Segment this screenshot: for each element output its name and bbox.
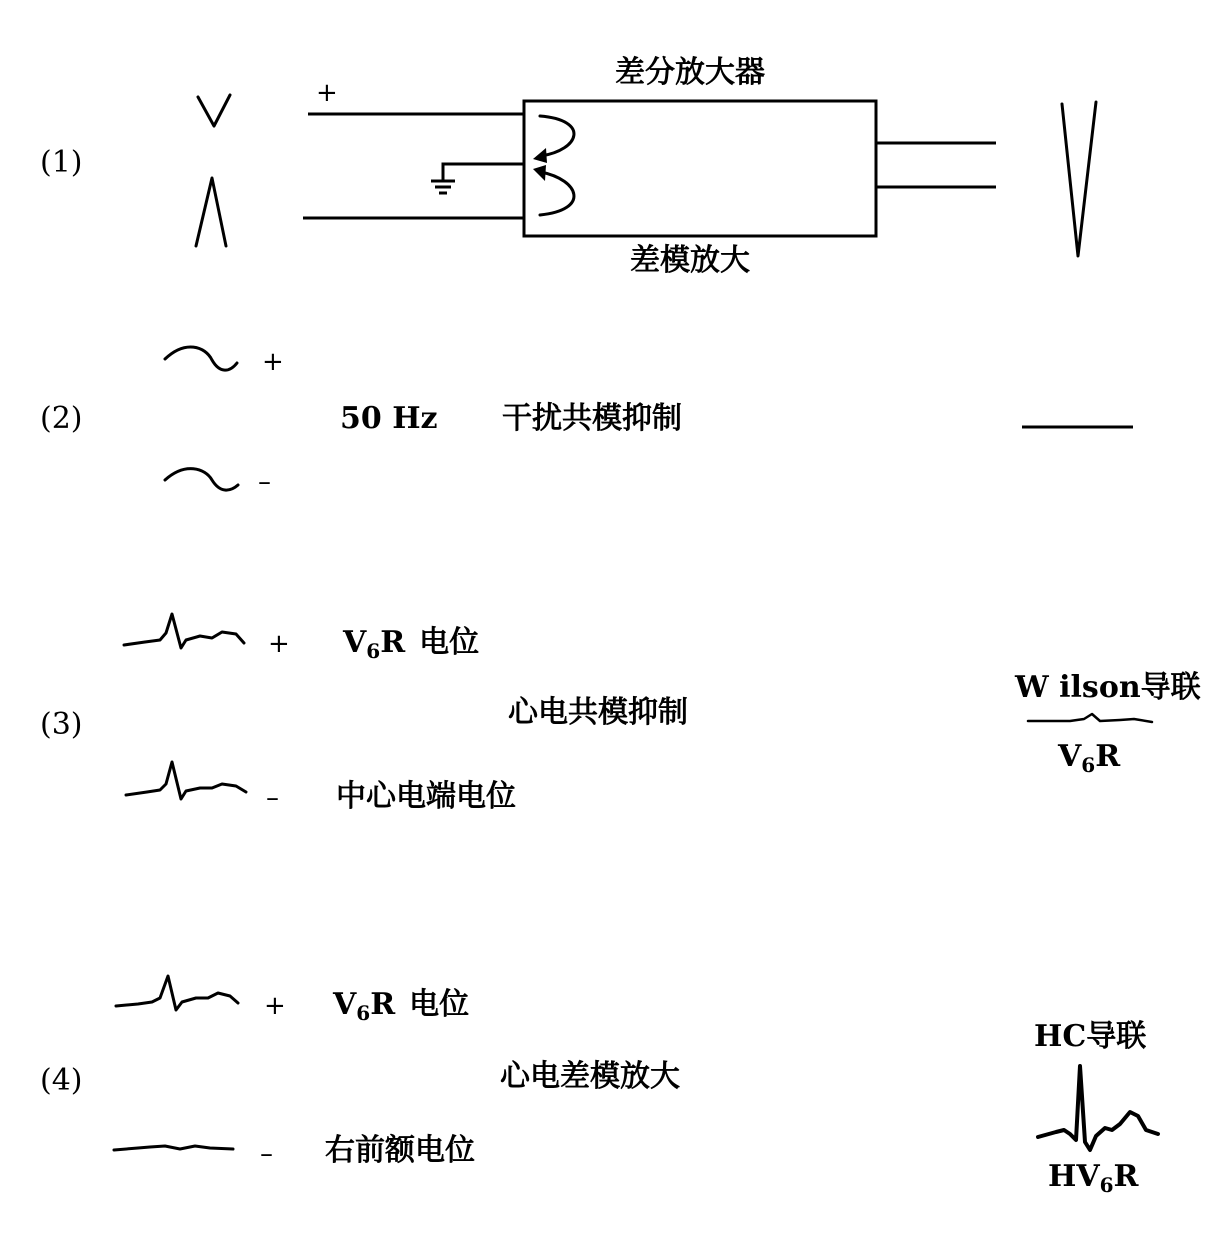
row3-output-waveform xyxy=(1028,714,1152,722)
row3-input-plus-ecg-waveform xyxy=(124,614,244,648)
row4-input-minus-waveform xyxy=(114,1146,233,1150)
row3-input-minus-ecg-waveform xyxy=(126,762,246,799)
row2-number: (2) xyxy=(40,401,83,436)
row4-plus-sign: + xyxy=(264,991,286,1021)
row2-caption: 干扰共模抑制 xyxy=(502,401,682,436)
row3-input-plus-label: $V_6R$ 电位 xyxy=(343,625,480,663)
row1-output-waveform xyxy=(1062,102,1096,256)
row3-plus-sign: + xyxy=(268,629,290,659)
row1-number: (1) xyxy=(40,145,83,180)
row3-caption: 心电共模抑制 xyxy=(508,695,688,730)
internal-arrows-icon xyxy=(533,116,574,215)
amplifier-subtitle: 差模放大 xyxy=(630,243,750,278)
amplifier-box xyxy=(524,101,876,236)
row4-input-plus-ecg-waveform xyxy=(116,976,238,1010)
row4-minus-sign: – xyxy=(260,1139,273,1169)
row3-input-minus-label: 中心电端电位 xyxy=(336,779,516,814)
row4-input-minus-label: 右前额电位 xyxy=(325,1133,475,1168)
row3-output-title: W ilson导联 xyxy=(1015,670,1201,705)
row4-number: (4) xyxy=(40,1063,83,1098)
row1-input-plus-waveform xyxy=(198,95,230,126)
row4-output-ecg-waveform xyxy=(1038,1066,1158,1150)
row1-input-minus-waveform xyxy=(196,178,226,246)
row3-minus-sign: – xyxy=(266,783,279,813)
row3-number: (3) xyxy=(40,707,83,742)
amplifier-title: 差分放大器 xyxy=(615,55,765,90)
row1-plus-sign: + xyxy=(316,78,338,108)
ground-icon xyxy=(431,164,524,193)
row2-input-minus-waveform xyxy=(165,469,238,490)
row2-minus-sign: – xyxy=(258,467,271,497)
row4-output-title: HC导联 xyxy=(1034,1019,1147,1054)
row4-output-label: $HV_6R$ xyxy=(1048,1159,1139,1197)
row4-caption: 心电差模放大 xyxy=(500,1059,680,1094)
row3-output-label: $V_6R$ xyxy=(1058,739,1121,777)
row4-input-plus-label: $V_6R$ 电位 xyxy=(333,987,470,1025)
row2-plus-sign: + xyxy=(262,347,284,377)
row2-frequency: 50 Hz xyxy=(340,401,438,436)
row2-input-plus-waveform xyxy=(165,347,237,370)
